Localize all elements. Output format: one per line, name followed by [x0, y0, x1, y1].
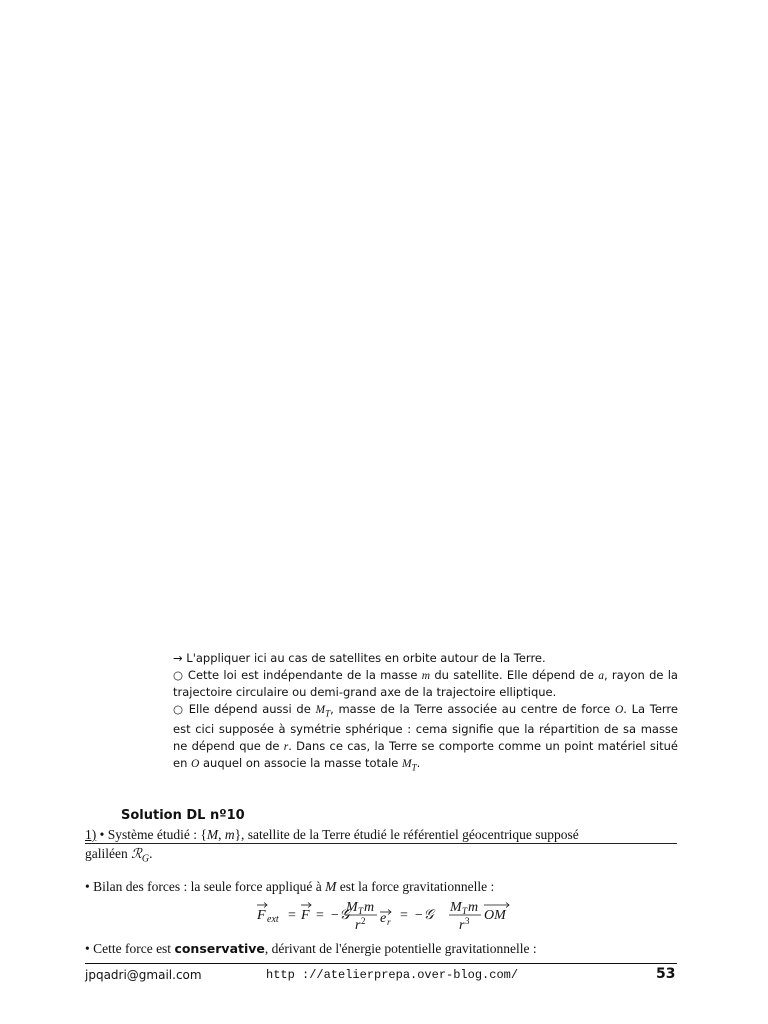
svg-text:−𝒢: −𝒢: [330, 908, 350, 923]
notes-block: [173, 650, 678, 776]
footer-email: jpqadri@gmail.com: [85, 968, 202, 982]
solution-line-3: • Bilan des forces : la seule force appliqué à M est la force gravitationnelle :: [85, 879, 495, 894]
svg-text:2: 2: [361, 916, 366, 926]
svg-text:=: =: [400, 908, 408, 923]
note-paragraph-2: ○ Elle dépend aussi de $M_T$, masse de la Terre associée au centre de force O. La Terre est cici supposée à symétrie sphérique : cema signifie que la répartition de sa masse ne dépend que de r. Dans ce cas, la Terre se comporte comme un point matériel situé en O auquel on associe la masse totale $M_T$.: [173, 701, 678, 773]
page-number: 53: [656, 966, 676, 982]
solution-line-1: 1) • Système étudié : {M, m}, satellite de la Terre étudié le référentiel géocentrique supposé: [85, 826, 677, 844]
svg-text:=: =: [288, 908, 296, 923]
svg-text:m: m: [364, 900, 375, 915]
solution-line-4: • Cette force est conservative, dérivant de l'énergie potentielle gravitationnelle :: [85, 941, 537, 956]
svg-text:−𝒢: −𝒢: [414, 908, 434, 923]
svg-text:=: =: [316, 908, 324, 923]
svg-text:m: m: [468, 900, 479, 915]
force-equation: [254, 898, 534, 938]
svg-text:M: M: [450, 900, 462, 915]
svg-text:r: r: [459, 918, 465, 933]
solution-line-2: galiléen ℛ$_G$.: [85, 846, 153, 865]
svg-text:OM: OM: [484, 908, 506, 923]
svg-text:F: F: [257, 908, 266, 923]
svg-text:e: e: [380, 911, 387, 926]
svg-text:ext: ext: [267, 914, 279, 925]
svg-text:r: r: [355, 918, 361, 933]
svg-text:T: T: [358, 906, 364, 916]
solution-title: Solution DL nº10: [121, 808, 245, 823]
arrow-line: → L'appliquer ici au cas de satellites en orbite autour de la Terre.: [173, 651, 546, 665]
note-paragraph-1: ○ Cette loi est indépendante de la masse m du satellite. Elle dépend de a, rayon de la trajectoire circulaire ou demi-grand axe de la trajectoire elliptique.: [173, 667, 678, 699]
footer-rule: [85, 963, 677, 964]
svg-text:M: M: [346, 900, 358, 915]
svg-text:T: T: [462, 906, 468, 916]
svg-text:F: F: [301, 908, 310, 923]
footer-url: http ://atelierprepa.over-blog.com/: [266, 968, 519, 982]
svg-text:3: 3: [465, 916, 470, 926]
svg-text:r: r: [387, 917, 391, 927]
